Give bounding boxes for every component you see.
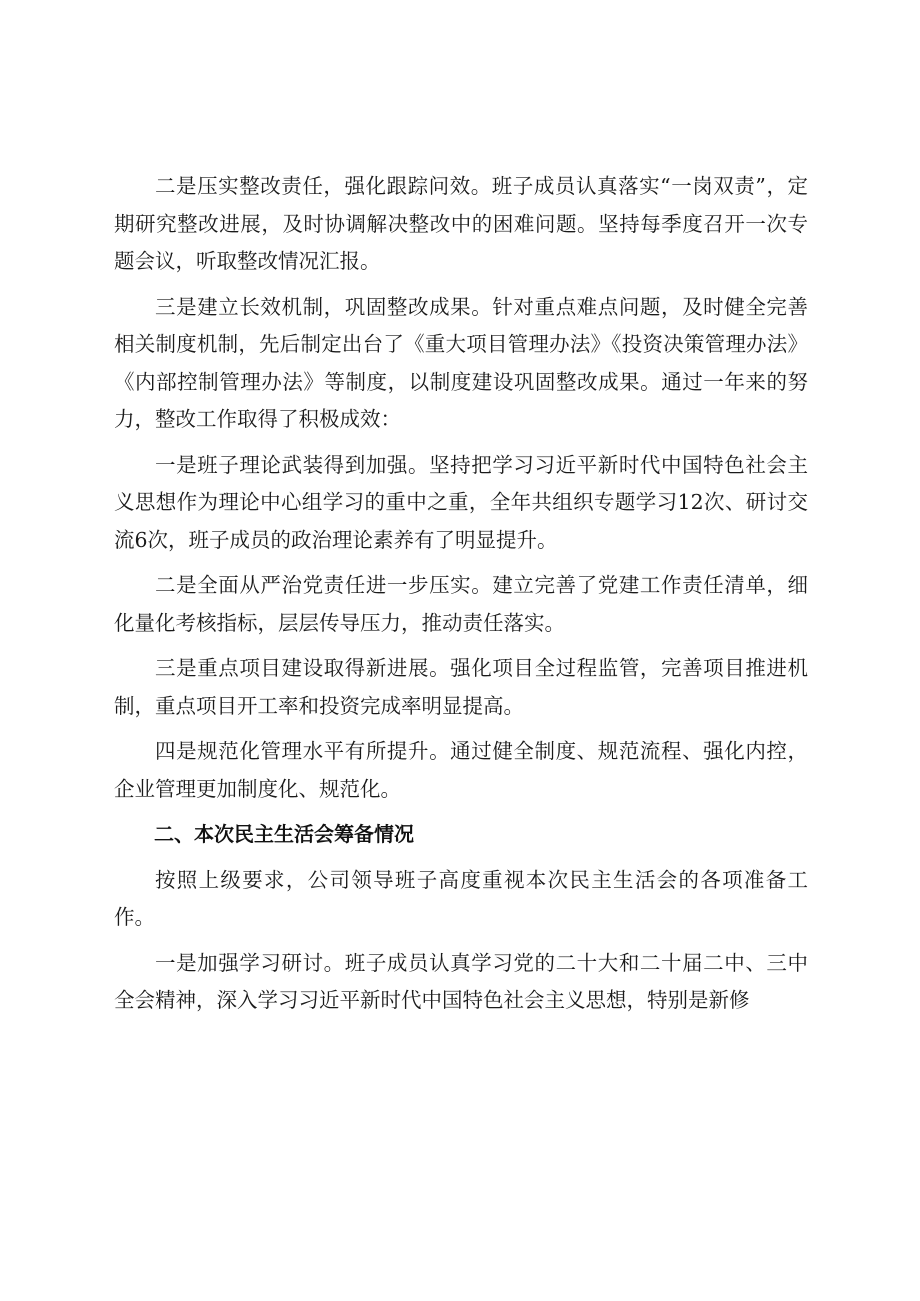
document-body (114, 168, 808, 1028)
paragraph-long-term-mechanism: 三是建立长效机制，巩固整改成果。针对重点难点问题，及时健全完善相关制度机制，先后制定出台了《重大项目管理办法》《投资决策管理办法》《内部控制管理办法》等制度，以制度建设巩固整改成果。通过一年来的努力，整改工作取得了积极成效： (114, 294, 808, 431)
section-heading: 二、本次民主生活会筹备情况 (154, 822, 414, 846)
paragraph-theory-study: 一是班子理论武装得到加强。坚持把学习习近平新时代中国特色社会主义思想作为理论中心组学习的重中之重，全年共组织专题学习12次、研讨交流6次，班子成员的政治理论素养有了明显提升。 (114, 452, 808, 552)
paragraph-preparation-intro: 按照上级要求，公司领导班子高度重视本次民主生活会的各项准备工作。 (114, 867, 808, 929)
paragraph-study-discussion: 一是加强学习研讨。班子成员认真学习党的二十大和二十届二中、三中全会精神，深入学习习近平新时代中国特色社会主义思想，特别是新修 (114, 950, 808, 1012)
paragraph-key-projects: 三是重点项目建设取得新进展。强化项目全过程监管，完善项目推进机制，重点项目开工率和投资完成率明显提高。 (114, 656, 808, 718)
paragraph-standardized-management: 四是规范化管理水平有所提升。通过健全制度、规范流程、强化内控，企业管理更加制度化、规范化。 (114, 739, 808, 801)
paragraph-party-governance: 二是全面从严治党责任进一步压实。建立完善了党建工作责任清单，细化量化考核指标，层层传导压力，推动责任落实。 (114, 573, 808, 635)
paragraph-rectification-responsibility: 二是压实整改责任，强化跟踪问效。班子成员认真落实“一岗双责”，定期研究整改进展，及时协调解决整改中的困难问题。坚持每季度召开一次专题会议，听取整改情况汇报。 (114, 174, 808, 273)
